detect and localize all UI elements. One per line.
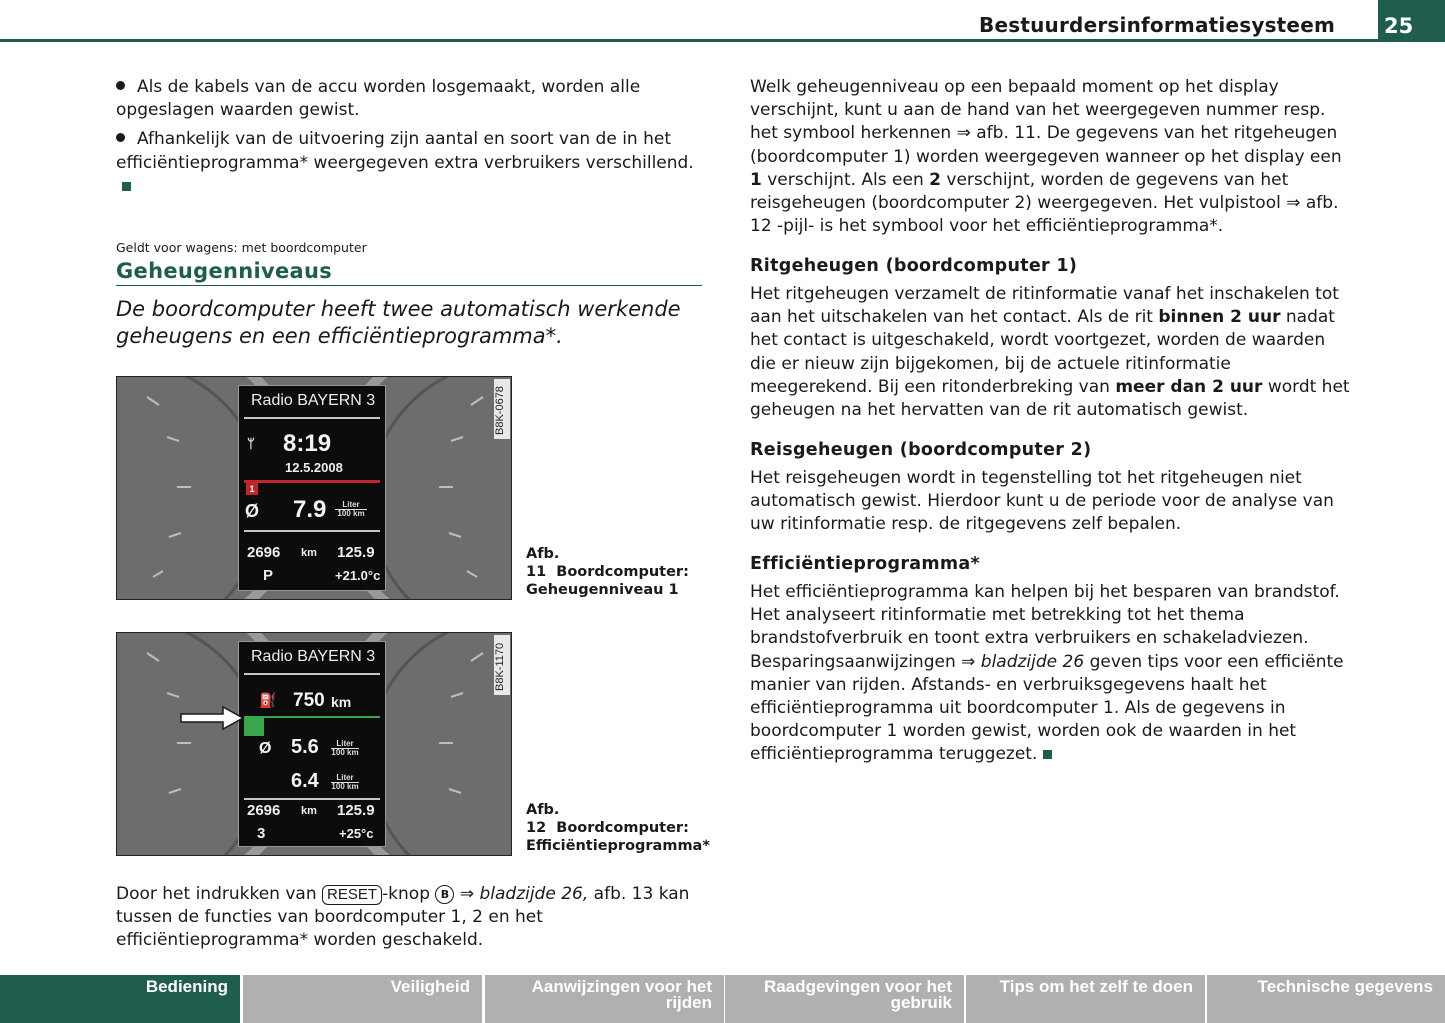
- footer-tab-bediening[interactable]: Bediening: [0, 975, 240, 1023]
- range-value: 750: [293, 690, 325, 711]
- page-reference-link[interactable]: bladzijde 26,: [479, 884, 589, 904]
- consumption-value-1: 5.6: [291, 736, 319, 758]
- radio-station: Radio BAYERN 3: [251, 392, 376, 409]
- display-panel: [238, 385, 386, 591]
- footer-tab-raadgevingen[interactable]: Raadgevingen voor het gebruik: [725, 975, 964, 1023]
- average-icon: Ø: [245, 501, 260, 521]
- bullet-icon: [116, 81, 125, 90]
- consumption-value-2: 6.4: [291, 770, 319, 792]
- left-bullets: [116, 76, 706, 204]
- callout-b-icon: B: [435, 885, 454, 904]
- end-mark-icon: [1043, 750, 1052, 759]
- figure-1: [116, 376, 512, 600]
- subheading-travel-memory: Reisgeheugen (boordcomputer 2): [750, 440, 1092, 460]
- section-lead: De boordcomputer heeft twee automatisch werkende geheugens en een efficiëntieprogramma*.: [116, 297, 681, 348]
- divider: [244, 798, 380, 800]
- page-header-title: Bestuurdersinformatiesysteem: [979, 13, 1335, 37]
- figure-2-caption: Afb. 12 Boordcomputer: Efficiëntieprogramma*: [526, 802, 710, 854]
- trip-distance: 125.9: [337, 544, 375, 561]
- clock-time: 8:19: [283, 430, 332, 457]
- travel-memory-paragraph: Het reisgeheugen wordt in tegenstelling tot het ritgeheugen niet automatisch gewist. Hierdoor kunt u de periode voor de analyse van uw ritinformatie resp. de ritgegevens zelf bepalen.: [750, 468, 1334, 535]
- page-reference-link[interactable]: bladzijde 26: [980, 651, 1085, 672]
- footer-navigation: [0, 975, 1445, 1023]
- efficiency-program-paragraph: Het efficiëntieprogramma kan helpen bij het besparen van brandstof. Het analyseert ritinformatie met betrekking tot het thema brandstofverbruik en toont extra verbruikers en schakeladviezen. Besparingsaanwijzingen ⇒ bladzijde 26 geven tips voor een efficiënte manier van rijden. Afstands- en verbruiksgegevens haalt het efficiëntieprogramma uit boordcomputer 1. Als de gegevens in boordcomputer 1 worden gewist, worden ook de waarden in het efficiëntieprogramma teruggezet.: [750, 582, 1344, 765]
- odometer: 2696: [247, 802, 281, 819]
- gear-indicator: 3: [257, 825, 266, 842]
- page-number: 25: [1378, 0, 1445, 42]
- antenna-icon: ᛘ: [247, 436, 255, 451]
- average-icon: Ø: [259, 740, 272, 757]
- header-rule: [0, 39, 1378, 42]
- pointer-arrow-icon: [179, 705, 245, 731]
- subheading-trip-memory: Ritgeheugen (boordcomputer 1): [750, 256, 1078, 276]
- consumption-value: 7.9: [293, 496, 327, 523]
- reset-instruction: Door het indrukken van RESET -knop B ⇒ bladzijde 26, afb. 13 kan tussen de functies van boordcomputer 1, 2 en het efficiëntieprogramma* worden geschakeld.: [116, 884, 690, 951]
- memory-level-badge: 1: [246, 483, 258, 495]
- end-mark-icon: [122, 182, 131, 191]
- outside-temperature: +21.0°c: [335, 568, 381, 583]
- bullet-item: Als de kabels van de accu worden losgemaakt, worden alle opgeslagen waarden gewist.: [116, 77, 641, 121]
- outside-temperature: +25°c: [339, 826, 374, 841]
- gear-indicator: P: [263, 567, 274, 584]
- efficiency-symbol-icon: [244, 718, 264, 736]
- footer-tab-tips[interactable]: Tips om het zelf te doen: [966, 975, 1205, 1023]
- date: 12.5.2008: [285, 460, 343, 475]
- footer-tab-technische-gegevens[interactable]: Technische gegevens: [1207, 975, 1445, 1023]
- consumption-unit: Liter 100 km: [335, 501, 367, 518]
- intro-paragraph: Welk geheugenniveau op een bepaald moment op het display verschijnt, kunt u aan de hand van het weergegeven nummer resp. het symbool herkennen ⇒ afb. 11. De gegevens van het ritgeheugen (boordcomputer 1) worden weergegeven wanneer op het display een 1 verschijnt. Als een 2 verschijnt, worden de gegevens van het reisgeheugen (boordcomputer 2) weergegeven. Het vulpistool ⇒ afb. 12 -pijl- is het symbool voor het efficiëntieprogramma*.: [750, 77, 1342, 237]
- divider: [244, 530, 380, 532]
- footer-tab-aanwijzingen[interactable]: Aanwijzingen voor het rijden: [485, 975, 724, 1023]
- level-indicator-bar: [244, 480, 380, 483]
- applies-to-note: Geldt voor wagens: met boordcomputer: [116, 240, 367, 255]
- figure-2: [116, 632, 512, 856]
- range-unit: km: [331, 694, 352, 710]
- consumption-unit: Liter 100 km: [331, 773, 359, 791]
- footer-tab-veiligheid[interactable]: Veiligheid: [243, 975, 482, 1023]
- reset-key: RESET: [322, 885, 382, 905]
- display-panel: [238, 641, 386, 847]
- radio-station: Radio BAYERN 3: [251, 648, 376, 665]
- figure-code: B8K-1170: [494, 635, 510, 695]
- odometer-unit: km: [301, 547, 317, 559]
- trip-distance: 125.9: [337, 802, 375, 819]
- trip-memory-paragraph: Het ritgeheugen verzamelt de ritinformatie vanaf het inschakelen tot aan het uitschakelen van het contact. Als de rit binnen 2 uur nadat het contact is uitgeschakeld, wordt voortgezet, worden de waarden die er nieuw zijn bijgekomen, bij de actuele ritinformatie meegerekend. Bij een ritonderbreking van meer dan 2 uur wordt het geheugen na het hervatten van de rit automatisch gewist.: [750, 284, 1350, 421]
- efficiency-bar: [244, 716, 380, 718]
- section-title: Geheugenniveaus: [116, 259, 702, 286]
- figure-1-caption: Afb. 11 Boordcomputer: Geheugenniveau 1: [526, 546, 689, 598]
- consumption-unit: Liter 100 km: [331, 739, 359, 757]
- subheading-efficiency-program: Efficiëntieprogramma*: [750, 554, 980, 574]
- bullet-item: Afhankelijk van de uitvoering zijn aantal en soort van de in het efficiëntieprogramma* weergegeven extra verbruikers verschillend.: [116, 128, 706, 198]
- odometer-unit: km: [301, 805, 317, 817]
- odometer: 2696: [247, 544, 281, 561]
- figure-code: B8K-0678: [494, 379, 510, 439]
- bullet-icon: [116, 133, 125, 142]
- fuel-pump-icon: ⛽: [259, 692, 277, 708]
- divider: [244, 673, 380, 675]
- divider: [244, 417, 380, 419]
